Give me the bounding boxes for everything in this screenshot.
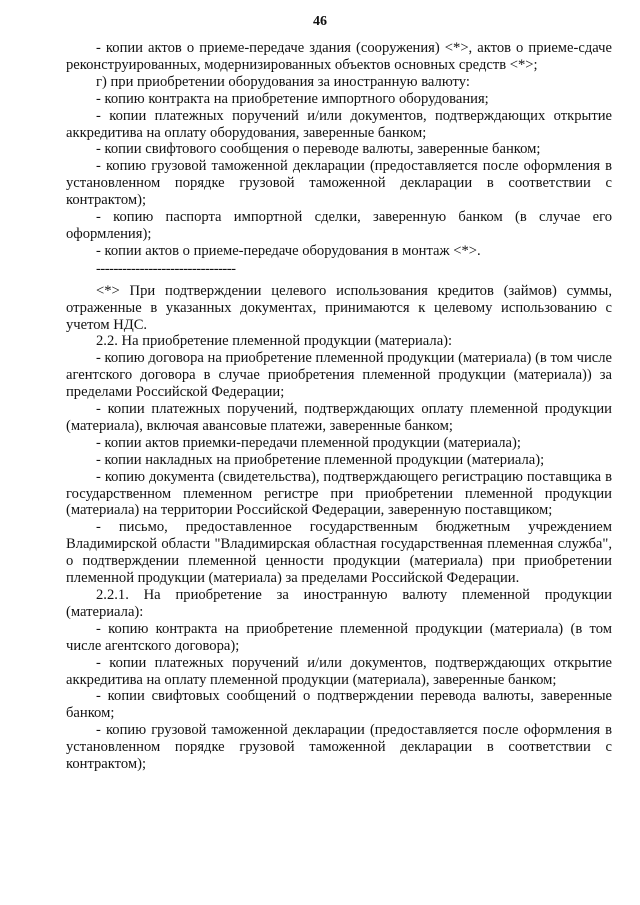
page-number: 46: [313, 14, 327, 29]
document-body: [66, 40, 612, 773]
paragraph-group-1: [66, 40, 612, 260]
paragraph: - копию документа (свидетельства), подтверждающего регистрацию поставщика в государственном племенном регистре при приобретении племенной продукции (материала) на территории Российской Федерации, заверенную поставщиком;: [66, 468, 612, 519]
paragraph: - копии актов о приеме-передаче здания (сооружения) <*>, актов о приеме-сдаче реконструированных, модернизированных объектов основных средств <*>;: [66, 40, 612, 73]
paragraph: - копию грузовой таможенной декларации (предоставляется после оформления в установленном порядке грузовой таможенной декларации в соответствии с контрактом);: [66, 722, 612, 773]
paragraph: - копии накладных на приобретение племенной продукции (материала);: [96, 451, 545, 468]
paragraph: - копии платежных поручений, подтверждающих оплату племенной продукции (материала), включая авансовые платежи, заверенные банком;: [66, 401, 612, 434]
paragraph: - письмо, предоставленное государственным бюджетным учреждением Владимирской области "Владимирская областная государственная племенная служба", о подтверждении племенной ценности продукции (материала) при приобретении племенной продукции (материала) за пределами Российской Федерации.: [66, 519, 612, 587]
paragraph-group-2: [66, 283, 612, 773]
footnote-separator: --------------------------------: [96, 260, 236, 277]
paragraph: г) при приобретении оборудования за иностранную валюту:: [96, 73, 470, 90]
subsection-heading: 2.2.1. На приобретение за иностранную валюту племенной продукции (материала):: [66, 587, 612, 620]
paragraph: - копии актов о приеме-передаче оборудования в монтаж <*>.: [96, 242, 481, 259]
paragraph: - копию грузовой таможенной декларации (предоставляется после оформления в установленном порядке грузовой таможенной декларации в соответствии с контрактом);: [66, 158, 612, 209]
paragraph: - копию договора на приобретение племенной продукции (материала) (в том числе агентского договора в случае приобретения племенной продукции (материала)) за пределами Российской Федерации;: [66, 350, 612, 401]
footnote-text: <*> При подтверждении целевого использования кредитов (займов) суммы, отраженные в указанных документах, принимаются к целевому использованию с учетом НДС.: [66, 282, 612, 333]
section-heading: 2.2. На приобретение племенной продукции (материала):: [96, 333, 453, 350]
paragraph: - копии свифтовых сообщений о подтверждении перевода валюты, заверенные банком;: [66, 688, 612, 722]
paragraph: - копии платежных поручений и/или документов, подтверждающих открытие аккредитива на оплату оборудования, заверенные банком;: [66, 107, 612, 141]
paragraph: - копию контракта на приобретение племенной продукции (материала) (в том числе агентского договора);: [66, 620, 612, 654]
paragraph: - копии платежных поручений и/или документов, подтверждающих открытие аккредитива на оплату племенной продукции (материала), заверенные банком;: [66, 654, 612, 688]
paragraph: - копию контракта на приобретение импортного оборудования;: [96, 90, 489, 107]
paragraph: - копию паспорта импортной сделки, заверенную банком (в случае его оформления);: [66, 209, 612, 242]
paragraph: - копии актов приемки-передачи племенной продукции (материала);: [96, 434, 521, 451]
paragraph: - копии свифтового сообщения о переводе валюты, заверенные банком;: [96, 141, 541, 158]
